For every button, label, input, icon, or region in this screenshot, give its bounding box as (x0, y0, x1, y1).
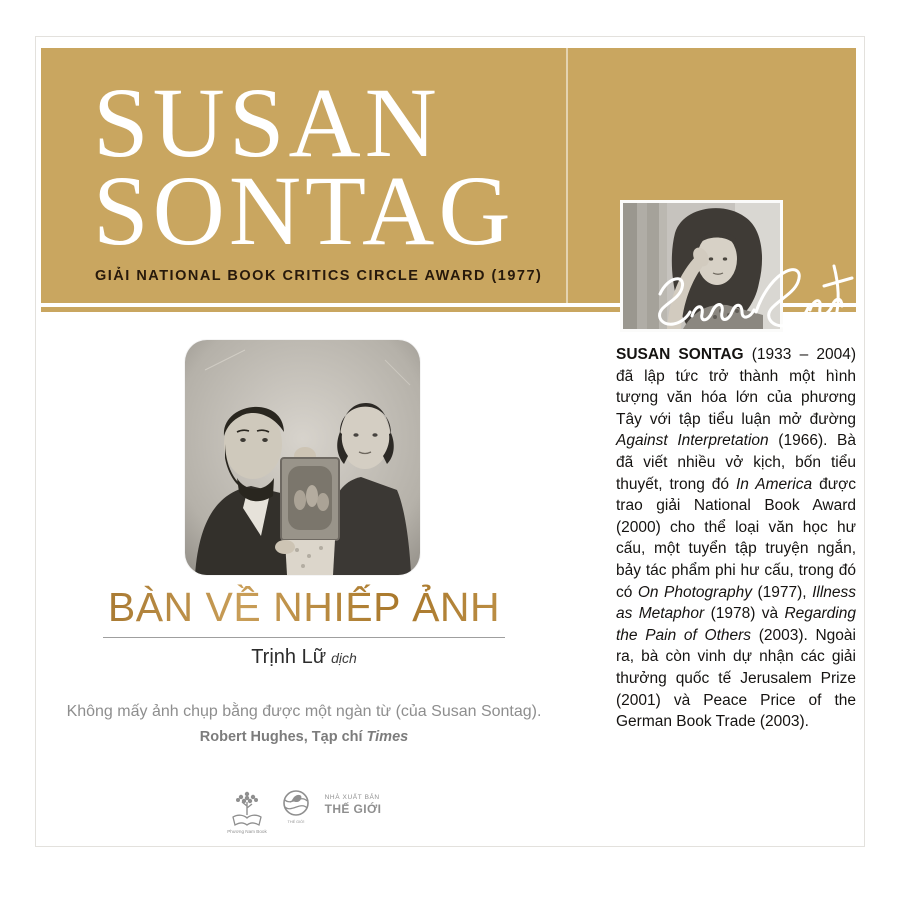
the-gioi-logo (281, 789, 311, 827)
the-gioi-globe-icon (281, 789, 311, 827)
the-gioi-wordmark-line1: NHÀ XUẤT BẢN (324, 794, 380, 801)
book-title: BÀN VỀ NHIẾP ẢNH (41, 584, 567, 631)
publisher-logos (41, 789, 567, 835)
the-gioi-wordmark (325, 794, 382, 816)
award-line: GIẢI NATIONAL BOOK CRITICS CIRCLE AWARD (1977) (95, 268, 543, 284)
quote-attribution-source: Times (366, 729, 409, 745)
author-bio-paragraph: SUSAN SONTAG (1933 – 2004) đã lập tức trở thành một hình tượng văn hóa lớn của phương Tây với tập tiểu luận mở đường Against Interpretation (1966). Bà đã viết nhiều vở kịch, bốn tiểu thuyết, trong đó In America được trao giải National Book Award (2000) cho thể loại văn học hư cấu, một tuyển tập truyện ngắn, bảy tác phẩm phi hư cấu, trong đó có On Photography (1977), Illness as Metaphor (1978) và Regarding the Pain of Others (2003). Ngoài ra, bà còn vinh dự nhận các giải thưởng quốc tế Jerusalem Prize (2001) và Peace Price of the German Book Trade (2003). (616, 346, 857, 731)
phuong-nam-logo (227, 789, 267, 835)
translator-line (41, 646, 567, 669)
daguerreotype-photo (185, 340, 420, 575)
translator-name: Trịnh Lữ (251, 646, 327, 668)
cover-fold-seam (566, 48, 568, 303)
the-gioi-wordmark-line2: THẾ GIỚI (324, 802, 382, 816)
title-divider (103, 637, 505, 638)
author-name-line1: SUSAN (93, 67, 441, 178)
quote-attribution (41, 729, 567, 745)
author-name (93, 67, 515, 266)
author-portrait-photo (620, 200, 783, 332)
the-gioi-caption: THẾ GIỚI (287, 820, 305, 824)
author-name-line2: SONTAG (93, 155, 515, 266)
review-quote: Không mấy ảnh chụp bằng được một ngàn từ (của Susan Sontag). (66, 703, 542, 720)
translator-role: dịch (331, 650, 357, 666)
quote-attribution-text: Robert Hughes, Tạp chí (199, 729, 363, 745)
phuong-nam-label: Phương Nam Book (226, 829, 267, 834)
phuong-nam-tree-icon (227, 789, 267, 835)
